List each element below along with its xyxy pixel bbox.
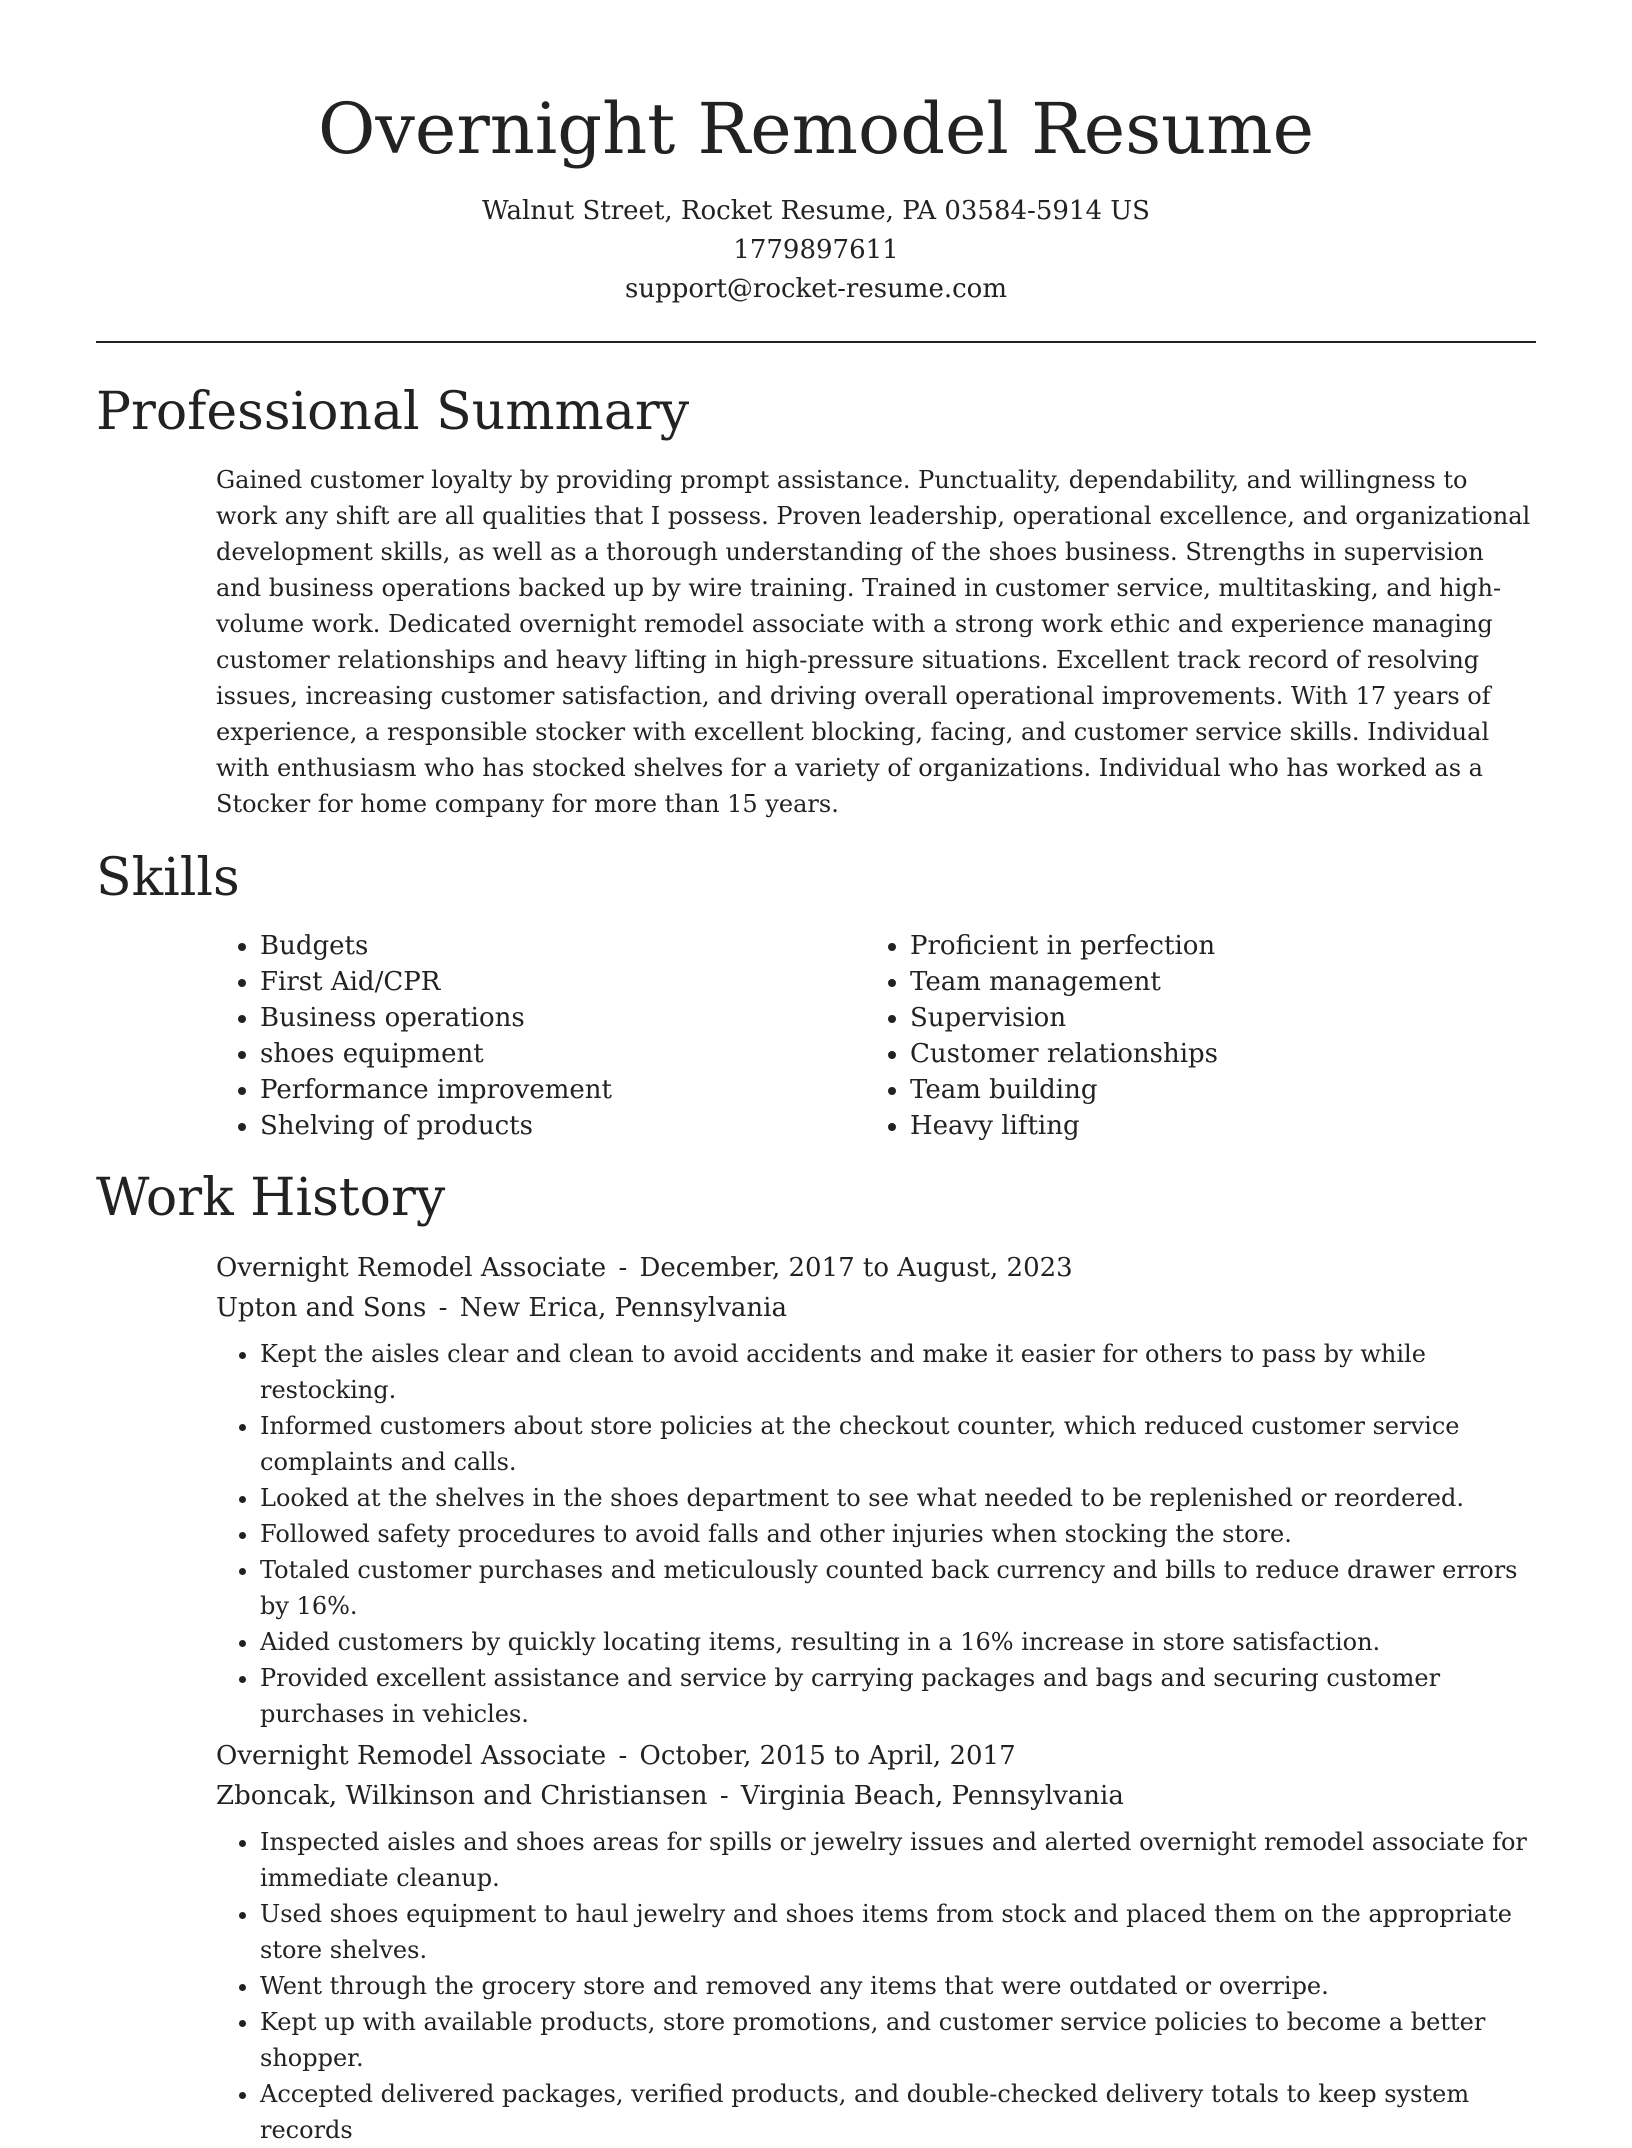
contact-block: [0, 192, 1632, 309]
skill-item: • Team building: [910, 1072, 1218, 1108]
contact-phone: 1779897611: [733, 235, 899, 265]
skill-item: • shoes equipment: [260, 1036, 612, 1072]
job-bullet: • Used shoes equipment to haul jewelry and shoes items from stock and placed them on the appropriate store shelves.: [260, 1896, 1536, 1968]
job-dates: December, 2017 to August, 2023: [639, 1253, 1073, 1283]
job-company-line: [216, 1288, 1536, 1328]
summary-text: Gained customer loyalty by providing prompt assistance. Punctuality, dependability, and willingness to work any shift are all qualities that I possess. Proven leadership, operational excellence, and organizational development skills, as well as a thorough understanding of the shoes business. Strengths in supervision and business operations backed up by wire training. Trained in customer service, multitasking, and high-volume work. Dedicated overnight remodel associate with a strong work ethic and experience managing customer relationships and heavy lifting in high-pressure situations. Excellent track record of resolving issues, increasing customer satisfaction, and driving overall operational improvements. With 17 years of experience, a responsible stocker with excellent blocking, facing, and customer service skills. Individual with enthusiasm who has stocked shelves for a variety of organizations. Individual who has worked as a Stocker for home company for more than 15 years.: [216, 466, 1531, 818]
job-bullet: • Went through the grocery store and removed any items that were outdated or overripe.: [260, 1968, 1536, 2004]
job-company: Zboncak, Wilkinson and Christiansen: [216, 1781, 708, 1811]
skill-item: • Shelving of products: [260, 1108, 612, 1144]
job-bullet: • Followed safety procedures to avoid falls and other injuries when stocking the store.: [260, 1516, 1536, 1552]
job-location: Virginia Beach, Pennsylvania: [740, 1781, 1124, 1811]
job-bullet: • Informed customers about store policies at the checkout counter, which reduced customer service complaints and calls.: [260, 1408, 1536, 1480]
skill-item: • Supervision: [910, 1000, 1218, 1036]
job-title: Overnight Remodel Associate: [216, 1741, 607, 1771]
job-bullet: • Looked at the shelves in the shoes department to see what needed to be replenished or reordered.: [260, 1480, 1536, 1516]
job-bullet: • Accepted delivered packages, verified products, and double-checked delivery totals to keep system records: [260, 2076, 1536, 2148]
job-location: New Erica, Pennsylvania: [459, 1293, 787, 1323]
job-bullet: • Kept up with available products, store promotions, and customer service policies to become a better shopper.: [260, 2004, 1536, 2076]
skill-item: • Team management: [910, 964, 1218, 1000]
summary-heading: Professional Summary: [96, 382, 690, 442]
job-separator: -: [438, 1293, 448, 1323]
header-divider: [96, 341, 1536, 343]
skills-list-left: [216, 928, 612, 1144]
job-entry: [216, 1248, 1536, 1732]
job-bullet: • Totaled customer purchases and meticulously counted back currency and bills to reduce drawer errors by 16%.: [260, 1552, 1536, 1624]
job-separator: -: [618, 1253, 628, 1283]
job-bullet: • Inspected aisles and shoes areas for spills or jewelry issues and alerted overnight remodel associate for immediate cleanup.: [260, 1824, 1536, 1896]
job-separator: -: [719, 1781, 729, 1811]
job-title-line: [216, 1248, 1536, 1288]
job-entry: [216, 1736, 1536, 2148]
work-history-heading: Work History: [96, 1168, 446, 1228]
skill-item: • Business operations: [260, 1000, 612, 1036]
job-dates: October, 2015 to April, 2017: [639, 1741, 1016, 1771]
skill-item: • Performance improvement: [260, 1072, 612, 1108]
job-bullets: [216, 1824, 1536, 2148]
job-title: Overnight Remodel Associate: [216, 1253, 607, 1283]
job-company: Upton and Sons: [216, 1293, 427, 1323]
skills-heading: Skills: [96, 848, 240, 908]
job-bullet: • Aided customers by quickly locating items, resulting in a 16% increase in store satisfaction.: [260, 1624, 1536, 1660]
skill-item: • Heavy lifting: [910, 1108, 1218, 1144]
job-company-line: [216, 1776, 1536, 1816]
skill-item: • Customer relationships: [910, 1036, 1218, 1072]
job-separator: -: [618, 1741, 628, 1771]
job-title-line: [216, 1736, 1536, 1776]
skill-item: • Budgets: [260, 928, 612, 964]
job-bullets: [216, 1336, 1536, 1732]
job-bullet: • Kept the aisles clear and clean to avoid accidents and make it easier for others to pass by while restocking.: [260, 1336, 1536, 1408]
contact-address: Walnut Street, Rocket Resume, PA 03584-5914 US: [482, 196, 1150, 226]
skill-item: • First Aid/CPR: [260, 964, 612, 1000]
resume-title: Overnight Remodel Resume: [317, 88, 1315, 170]
job-bullet: • Provided excellent assistance and service by carrying packages and bags and securing customer purchases in vehicles.: [260, 1660, 1536, 1732]
skill-item: • Proficient in perfection: [910, 928, 1218, 964]
skills-list-right: [866, 928, 1218, 1144]
contact-email: support@rocket-resume.com: [624, 274, 1007, 304]
